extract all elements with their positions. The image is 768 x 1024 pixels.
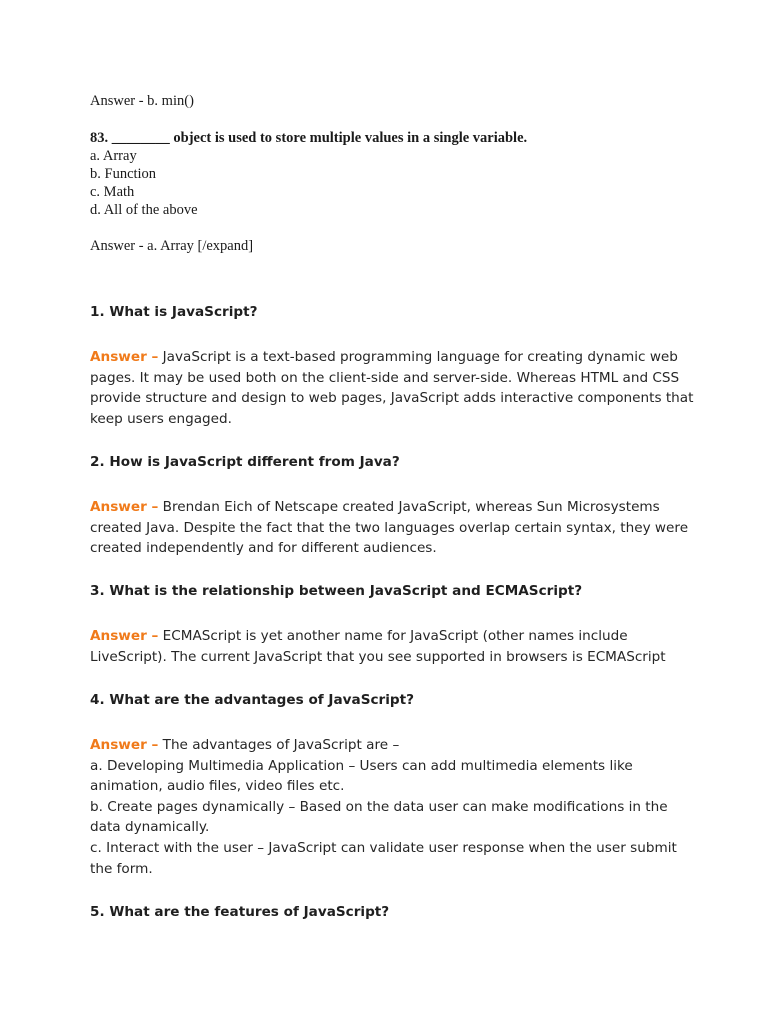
answer-line: provide structure and design to web pages, JavaScript adds interactive components that: [90, 390, 694, 407]
answer-line: keep users engaged.: [90, 410, 232, 427]
option-c: c. Math: [90, 184, 135, 200]
answer-line: JavaScript is a text-based programming language for creating dynamic web: [162, 349, 678, 365]
option-d: d. All of the above: [90, 202, 198, 218]
answer-line: Brendan Eich of Netscape created JavaScript, whereas Sun Microsystems: [162, 499, 660, 515]
answer-line: a. Developing Multimedia Application – Users can add multimedia elements like: [90, 757, 633, 774]
answer-line: b. Create pages dynamically – Based on the data user can make modifications in the: [90, 798, 668, 815]
question-text: object is used to store multiple values in a single variable.: [173, 130, 528, 146]
question-blank: ________: [111, 130, 170, 146]
answer-label: Answer –: [90, 737, 159, 753]
answer-line: created Java. Despite the fact that the two languages overlap certain syntax, they were: [90, 519, 689, 536]
answer-line: The advantages of JavaScript are –: [162, 737, 400, 753]
answer-line: ECMAScript is yet another name for JavaScript (other names include: [162, 628, 628, 644]
answer-label: Answer –: [90, 628, 159, 644]
answer-line: pages. It may be used both on the client-side and server-side. Whereas HTML and CSS: [90, 369, 680, 386]
faq-question-4: 4. What are the advantages of JavaScript?: [90, 692, 415, 708]
answer-line: c. Interact with the user – JavaScript can validate user response when the user submit: [90, 839, 677, 856]
faq-question-2: 2. How is JavaScript different from Java?: [90, 454, 400, 470]
faq-answer-4: [90, 735, 690, 879]
faq-question-1: 1. What is JavaScript?: [90, 304, 258, 320]
answer-label: Answer –: [90, 499, 159, 515]
question-83: [90, 129, 690, 147]
option-a: a. Array: [90, 148, 137, 164]
answer-line: created independently and for different audiences.: [90, 540, 437, 557]
faq-answer-2: [90, 497, 690, 559]
question-number: 83.: [90, 130, 109, 146]
answer-line: LiveScript). The current JavaScript that you see supported in browsers is ECMAScript: [90, 648, 666, 665]
faq-answer-1: [90, 347, 694, 429]
answer-line: the form.: [90, 860, 153, 877]
question-83-answer: Answer - a. Array [/expand]: [90, 238, 254, 254]
answer-label: Answer –: [90, 349, 159, 365]
faq-answer-3: [90, 626, 690, 667]
answer-line: animation, audio files, video files etc.: [90, 778, 345, 795]
faq-question-5: 5. What are the features of JavaScript?: [90, 904, 390, 920]
faq-question-3: 3. What is the relationship between JavaScript and ECMAScript?: [90, 583, 583, 599]
previous-answer: Answer - b. min(): [90, 93, 194, 109]
answer-line: data dynamically.: [90, 819, 210, 836]
option-b: b. Function: [90, 166, 157, 182]
